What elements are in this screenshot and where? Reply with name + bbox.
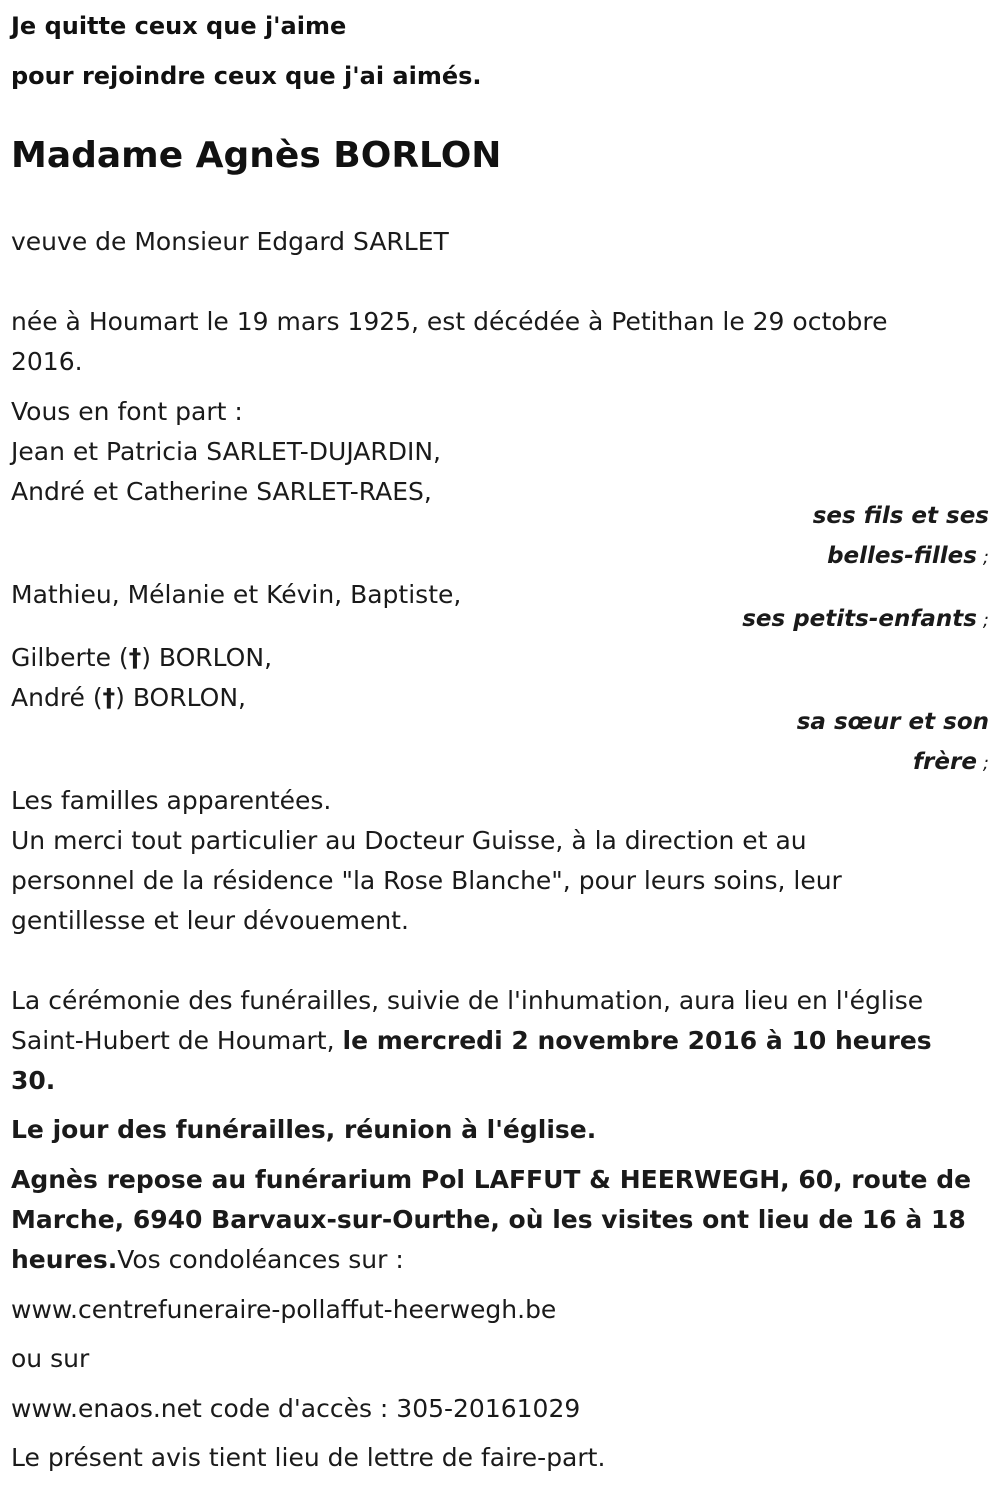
child-couple-1: Jean et Patricia SARLET-DUJARDIN, <box>11 437 442 466</box>
widow-of-line: veuve de Monsieur Edgard SARLET <box>11 227 449 256</box>
meeting-notice: Le jour des funérailles, réunion à l'église. <box>11 1115 597 1144</box>
brother-name <box>11 678 246 718</box>
ceremony-place: Saint-Hubert de Houmart, <box>11 1026 343 1055</box>
thanks-line-1: Un merci tout particulier au Docteur Guisse, à la direction et au <box>11 826 807 855</box>
brother-last-name: ) BORLON, <box>115 683 246 712</box>
announcers-intro: Vous en font part : <box>11 397 243 426</box>
condolences-intro: Vos condoléances sur : <box>117 1245 404 1274</box>
children-relation-line-2 <box>827 536 989 578</box>
birth-death-line-2: 2016. <box>11 347 83 376</box>
grandchildren-relation <box>742 599 989 641</box>
sister-name <box>11 638 272 678</box>
funeral-home-line-1: Agnès repose au funérarium Pol LAFFUT & HEERWEGH, 60, route de <box>11 1165 972 1194</box>
cross-icon: † <box>128 643 142 672</box>
children-relation-text: belles-filles <box>827 543 977 569</box>
grandchildren-relation-text: ses petits-enfants <box>742 606 977 632</box>
opening-quote-line-2: pour rejoindre ceux que j'ai aimés. <box>11 62 482 90</box>
closing-notice: Le présent avis tient lieu de lettre de faire-part. <box>11 1443 606 1472</box>
siblings-relation-line-2 <box>913 742 989 784</box>
funeral-home-line-2: Marche, 6940 Barvaux-sur-Ourthe, où les visites ont lieu de 16 à 18 <box>11 1205 966 1234</box>
website-link-1[interactable]: www.centrefuneraire-pollaffut-heerwegh.be <box>11 1295 557 1324</box>
visiting-hours-end: heures. <box>11 1245 118 1274</box>
deceased-name: Madame Agnès BORLON <box>11 135 502 176</box>
thanks-line-2: personnel de la résidence "la Rose Blanche", pour leurs soins, leur <box>11 866 842 895</box>
siblings-separator: ; <box>982 753 989 774</box>
sister-first-name: Gilberte ( <box>11 643 129 672</box>
ceremony-line-2 <box>11 1021 932 1061</box>
grandchildren-separator: ; <box>982 610 989 631</box>
brother-first-name: André ( <box>11 683 103 712</box>
related-families: Les familles apparentées. <box>11 786 332 815</box>
ceremony-line-1: La cérémonie des funérailles, suivie de l'inhumation, aura lieu en l'église <box>11 986 924 1015</box>
child-couple-2: André et Catherine SARLET-RAES, <box>11 477 432 506</box>
birth-death-line-1: née à Houmart le 19 mars 1925, est décédée à Petithan le 29 octobre <box>11 307 888 336</box>
sister-last-name: ) BORLON, <box>141 643 273 672</box>
opening-quote-line-1: Je quitte ceux que j'aime <box>11 12 347 40</box>
website-link-2[interactable]: www.enaos.net code d'accès : 305-20161029 <box>11 1394 581 1423</box>
thanks-line-3: gentillesse et leur dévouement. <box>11 906 409 935</box>
ceremony-date-time: le mercredi 2 novembre 2016 à 10 heures <box>342 1026 932 1055</box>
siblings-relation-text: frère <box>913 749 977 775</box>
ceremony-line-3: 30. <box>11 1066 56 1095</box>
children-separator: ; <box>982 547 989 568</box>
cross-icon: † <box>102 683 116 712</box>
funeral-home-line-3 <box>11 1240 404 1280</box>
grandchildren-names: Mathieu, Mélanie et Kévin, Baptiste, <box>11 580 462 609</box>
siblings-relation-line-1: sa sœur et son <box>796 709 989 735</box>
children-relation-line-1: ses fils et ses <box>812 503 989 529</box>
or-on-text: ou sur <box>11 1344 90 1373</box>
